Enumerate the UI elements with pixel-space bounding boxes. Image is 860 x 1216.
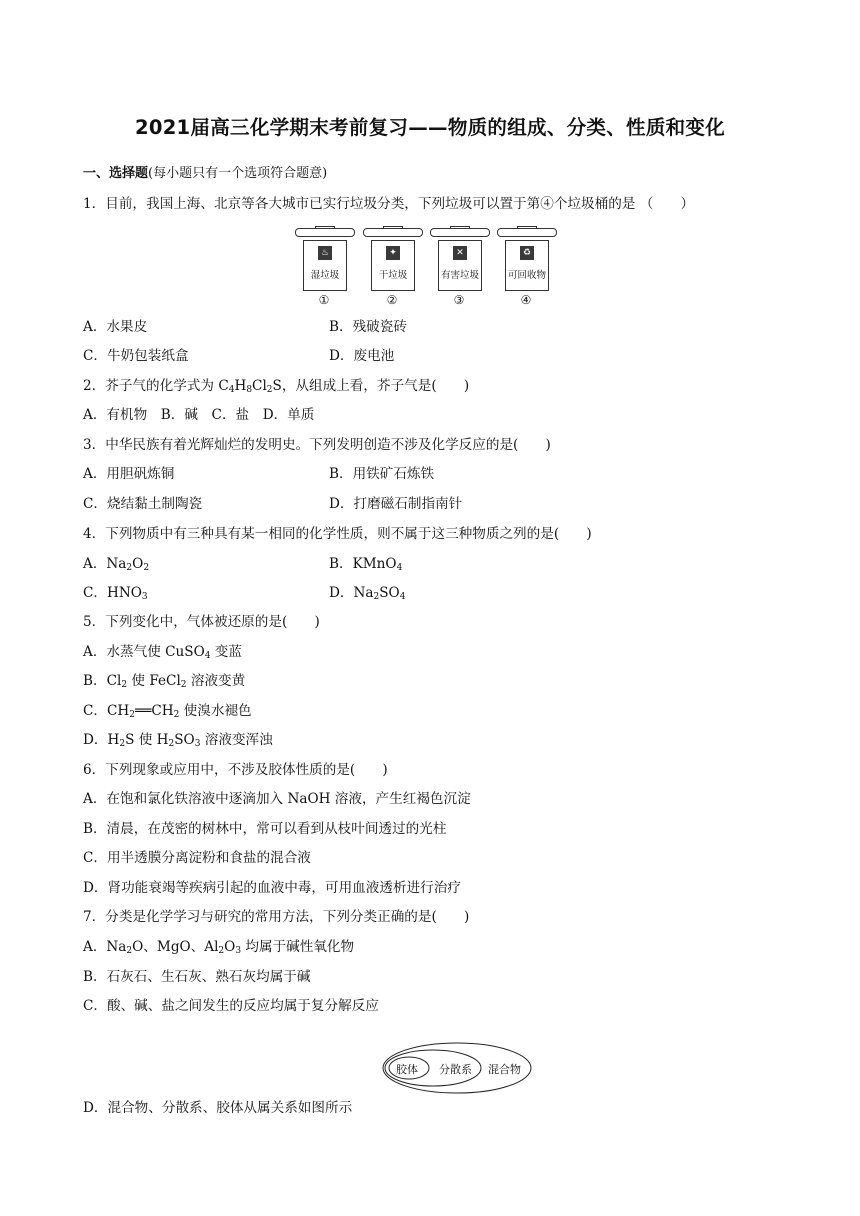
q4-option-a: A．$Na_2O_2$	[83, 556, 150, 573]
recycle-icon: ♻	[520, 246, 534, 260]
bin-number: ③	[453, 293, 465, 307]
nested-sets-diagram	[381, 1041, 533, 1095]
bin-4	[497, 226, 557, 310]
q7-option-b: B．石灰石、生石灰、熟石灰均属于碱	[83, 969, 311, 985]
diagram-label-outer: 混合物	[488, 1063, 521, 1076]
q5-stem: 5．下列变化中，气体被还原的是( )	[83, 614, 320, 630]
page-title: 2021届高三化学期末考前复习——物质的组成、分类、性质和变化	[134, 116, 726, 139]
q7-option-c: C．酸、碱、盐之间发生的反应均属于复分解反应	[83, 998, 379, 1014]
q1-option-b: B．残破瓷砖	[329, 319, 407, 335]
bin-2	[363, 226, 423, 310]
q4-stem: 4．下列物质中有三种具有某一相同的化学性质，则不属于这三种物质之列的是( )	[83, 526, 592, 542]
q3-option-c: C．烧结黏土制陶瓷	[83, 496, 203, 512]
q2-stem: 2．芥子气的化学式为 $C_4H_8Cl_2S$，从组成上看，芥子气是( )	[83, 378, 470, 395]
bin-number: ②	[386, 293, 398, 307]
q7-stem: 7．分类是化学学习与研究的常用方法，下列分类正确的是( )	[83, 909, 470, 925]
trash-bins-figure	[295, 226, 557, 310]
q7-option-a: A．$Na_2O$、MgO、$Al_2O_3$ 均属于碱性氧化物	[83, 939, 355, 956]
q6-stem: 6．下列现象或应用中，不涉及胶体性质的是( )	[83, 762, 388, 778]
section-note: (每小题只有一个选项符合题意)	[148, 166, 328, 181]
bin-number: ①	[318, 293, 330, 307]
section-heading	[83, 165, 327, 183]
wet-waste-icon: ♨	[318, 246, 332, 260]
bin-1	[295, 226, 355, 310]
q6-option-d: D．肾功能衰竭等疾病引起的血液中毒，可用血液透析进行治疗	[83, 880, 461, 896]
q1-option-c: C．牛奶包装纸盒	[83, 348, 189, 364]
q3-stem: 3．中华民族有着光辉灿烂的发明史。下列发明创造不涉及化学反应的是( )	[83, 437, 551, 453]
bin-label: 湿垃圾	[310, 270, 340, 281]
q1-option-d: D．废电池	[329, 348, 395, 364]
q4-option-c: C．$HNO_3$	[83, 585, 148, 602]
q1-stem: 1．目前，我国上海、北京等各大城市已实行垃圾分类，下列垃圾可以置于第④个垃圾桶的是 （ ）	[83, 196, 695, 212]
q6-option-a: A．在饱和氯化铁溶液中逐滴加入 NaOH 溶液，产生红褐色沉淀	[83, 791, 471, 807]
q1-option-a: A．水果皮	[83, 319, 148, 335]
q5-option-a: A．水蒸气使 CuSO$_4$ 变蓝	[83, 644, 242, 661]
bin-number: ④	[520, 293, 532, 307]
hazardous-waste-icon: ✕	[453, 246, 467, 260]
q6-option-b: B．清晨，在茂密的树林中，常可以看到从枝叶间透过的光柱	[83, 821, 447, 837]
q7-option-d: D．混合物、分散系、胶体从属关系如图所示	[83, 1100, 353, 1116]
bin-label: 干垃圾	[378, 270, 408, 281]
q3-option-a: A．用胆矾炼铜	[83, 466, 175, 482]
q4-option-d: D．$Na_2SO_4$	[329, 585, 406, 602]
section-heading-text: 一、选择题	[83, 166, 149, 181]
q6-option-c: C．用半透膜分离淀粉和食盐的混合液	[83, 850, 311, 866]
q3-option-d: D．打磨磁石制指南针	[329, 496, 463, 512]
q5-option-c: C．$CH_2══CH_2$ 使溴水褪色	[83, 703, 252, 720]
bin-label: 可回收物	[507, 270, 546, 281]
q5-option-d: D．$H_2S$ 使 $H_2SO_3$ 溶液变浑浊	[83, 732, 273, 749]
diagram-label-inner: 胶体	[396, 1063, 418, 1076]
q2-options: A．有机物 B．碱 C．盐 D．单质	[83, 407, 315, 423]
q4-option-b: B．KMnO$_4$	[329, 556, 403, 573]
q5-option-b: B．$Cl_2$ 使 FeCl$_2$ 溶液变黄	[83, 673, 246, 690]
bin-label: 有害垃圾	[440, 270, 479, 281]
dry-waste-icon: ✦	[386, 246, 400, 260]
q3-option-b: B．用铁矿石炼铁	[329, 466, 435, 482]
diagram-label-middle: 分散系	[439, 1063, 472, 1076]
bin-3	[430, 226, 490, 310]
